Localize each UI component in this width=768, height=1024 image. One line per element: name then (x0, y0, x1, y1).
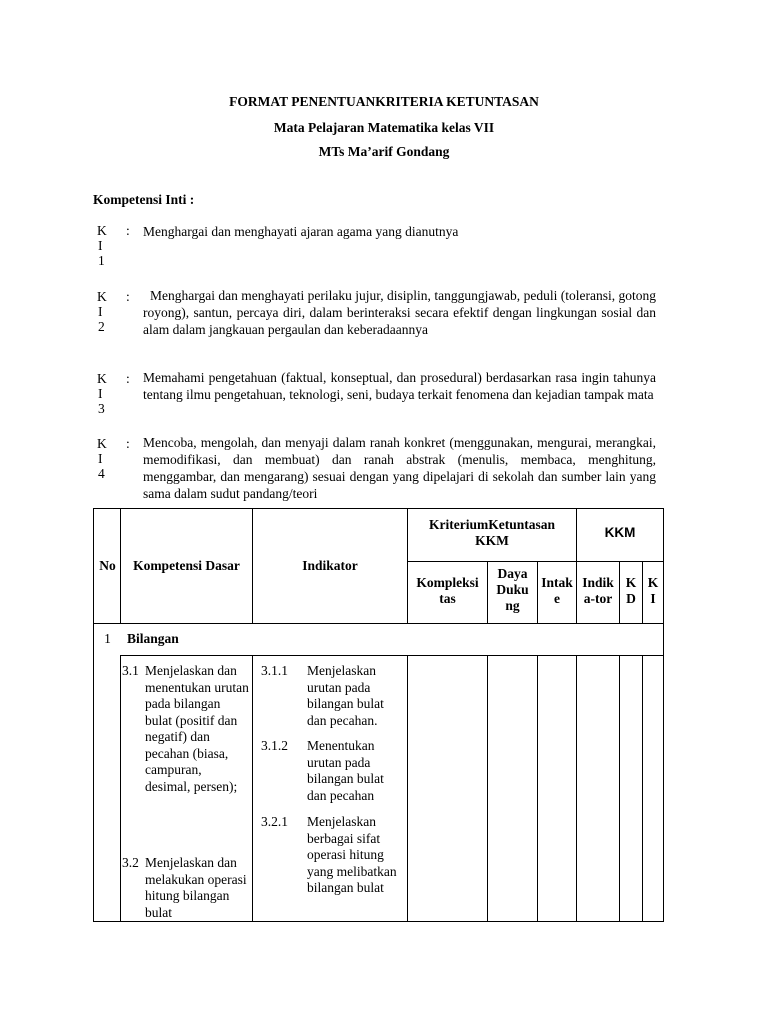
ki-2-colon: : (126, 289, 130, 304)
header-kompetensi-dasar: Kompetensi Dasar (133, 558, 240, 573)
header-daya-dukung: Daya Duku ng (496, 566, 529, 613)
table-divider (120, 655, 121, 922)
ki-4-label: K I 4 (97, 436, 107, 481)
table-divider (407, 655, 408, 922)
header-kompleksitas: Kompleksi tas (416, 575, 479, 606)
ki-1-label: K I 1 (97, 223, 107, 268)
ki-2-label: K I 2 (97, 289, 107, 334)
ki-2-text: Menghargai dan menghayati perilaku jujur, disiplin, tanggungjawab, peduli (toleransi, gotong royong), santun, percaya diri, dalam berinteraksi secara efektif dengan lingkungan sosial dan alam dalam jangkauan pergaulan dan keberadaannya (143, 288, 656, 337)
row-topic: Bilangan (127, 631, 179, 646)
kompetensi-inti-heading: Kompetensi Inti : (93, 192, 195, 207)
table-border-right (663, 508, 664, 922)
document-title: FORMAT PENENTUANKRITERIA KETUNTASAN (229, 94, 539, 109)
table-divider (120, 655, 664, 656)
ki-4-colon: : (126, 436, 130, 451)
table-divider (407, 561, 664, 562)
header-kkm: KKM (604, 525, 636, 540)
row-number: 1 (104, 631, 111, 646)
table-border-bottom (93, 921, 664, 922)
document-subtitle-school: MTs Ma’arif Gondang (318, 144, 450, 159)
table-divider (252, 655, 253, 922)
table-divider (642, 655, 643, 922)
header-ki-sub: K I (647, 575, 659, 606)
ki-1-text: Menghargai dan menghayati ajaran agama yang dianutnya (143, 224, 459, 239)
table-divider (93, 623, 664, 624)
header-intake: Intak e (541, 575, 573, 606)
ki-3-text: Memahami pengetahuan (faktual, konseptual, dan prosedural) berdasarkan rasa ingin tahunya tentang ilmu pengetahuan, teknologi, seni, budaya terkait fenomena dan kejadian tampak mata (143, 370, 656, 402)
document-subtitle-subject: Mata Pelajaran Matematika kelas VII (273, 120, 495, 135)
table-divider (537, 655, 538, 922)
table-border-left (93, 508, 94, 922)
ki-4-text: Mencoba, mengolah, dan menyaji dalam ranah konkret (menggunakan, mengurai, merangkai, memodifikasi, dan membuat) dan ranah abstrak (menulis, membaca, menghitung, menggambar, dan mengarang) sesuai dengan yang dipelajari di sekolah dan sumber lain yang sama dalam sudut pandang/teori (143, 435, 656, 501)
table-divider (576, 655, 577, 922)
header-indikator: Indikator (302, 558, 358, 573)
header-kriterium-ketuntasan: KriteriumKetuntasan KKM (429, 517, 555, 548)
table-divider (487, 655, 488, 922)
table-divider (619, 655, 620, 922)
header-no: No (99, 558, 116, 573)
header-indikator-sub: Indik a-tor (582, 575, 614, 606)
ki-3-colon: : (126, 371, 130, 386)
ki-3-label: K I 3 (97, 371, 107, 416)
ki-1-colon: : (126, 223, 130, 238)
table-border-top (93, 508, 664, 509)
header-kd-sub: K D (625, 575, 637, 606)
